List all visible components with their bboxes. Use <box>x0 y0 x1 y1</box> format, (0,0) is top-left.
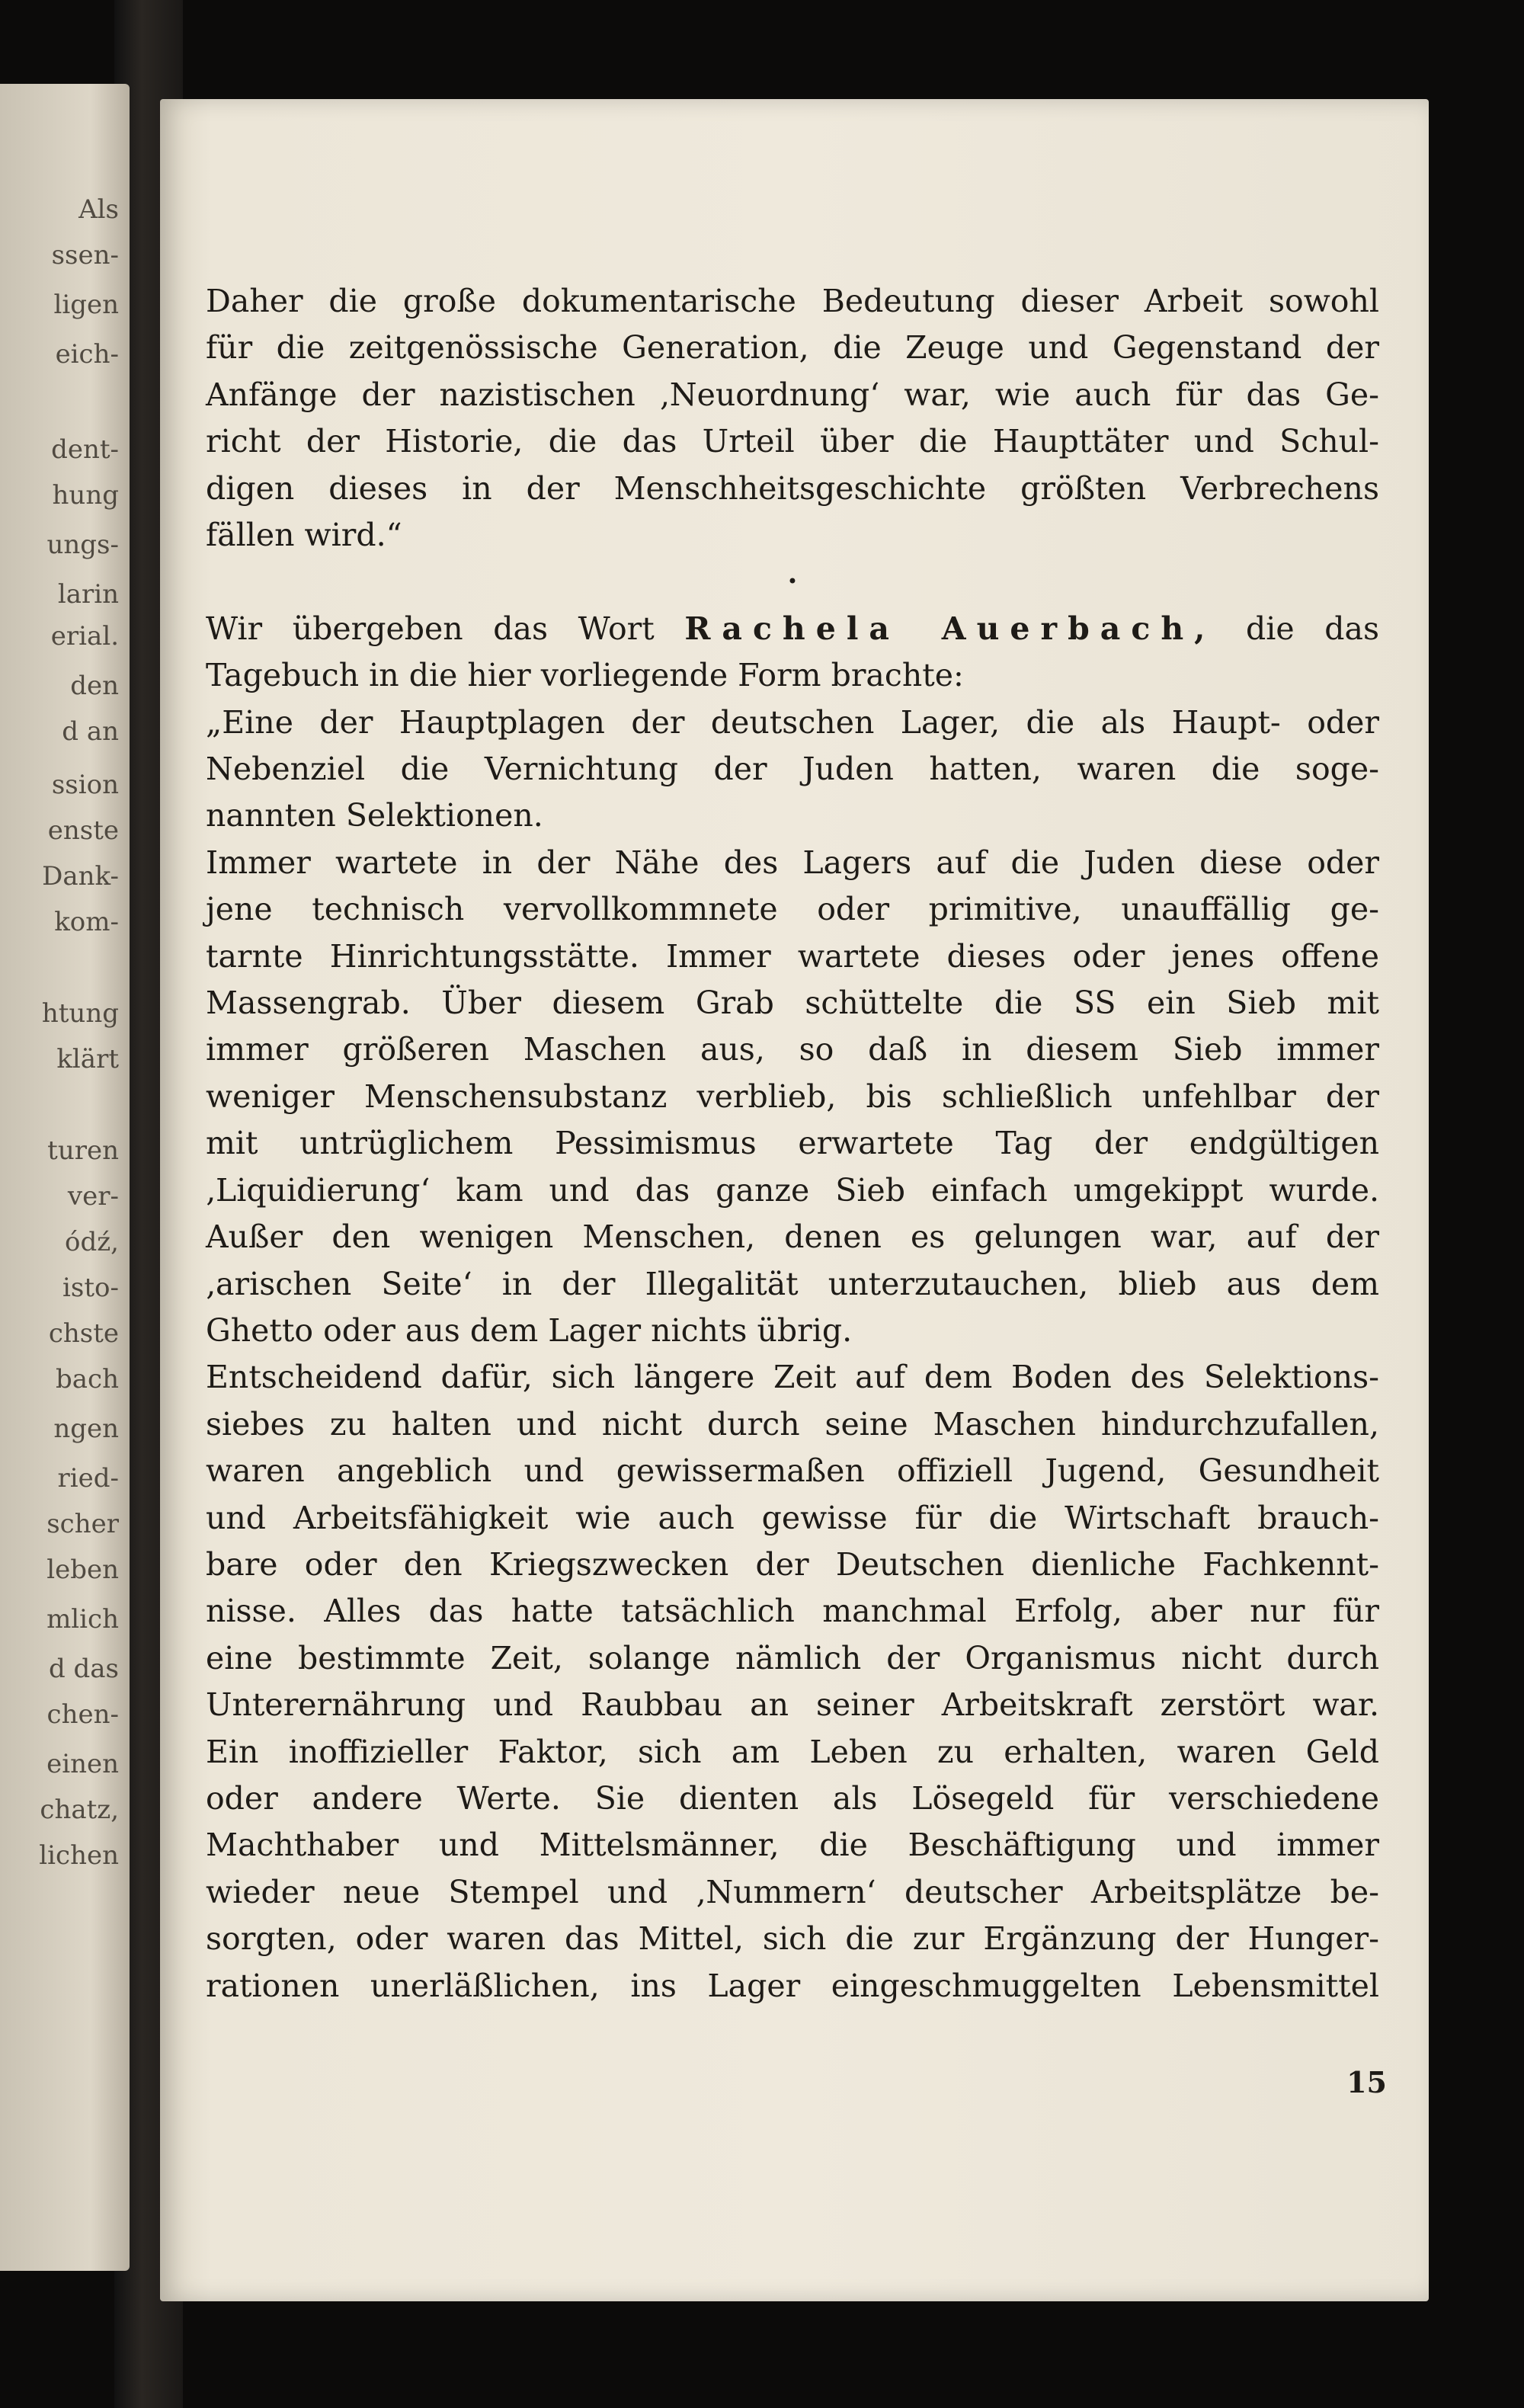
text-line: Machthaber und Mittelsmänner, die Beschäftigung und immer <box>206 1827 1379 1864</box>
text-line: nisse. Alles das hatte tatsächlich manchmal Erfolg, aber nur für <box>206 1593 1379 1630</box>
text-line: jene technisch vervollkommnete oder primitive, unauffällig ge- <box>206 891 1379 928</box>
text-line: ‚Liquidierung‘ kam und das ganze Sieb einfach umgekippt wurde. <box>206 1171 1379 1209</box>
left-page-text-fragment: ungs- <box>46 530 119 560</box>
text-line: immer größeren Maschen aus, so daß in diesem Sieb immer <box>206 1031 1379 1068</box>
page-text <box>206 278 1379 2009</box>
left-page-text-fragment: lichen <box>39 1840 119 1871</box>
text-line: bare oder den Kriegszwecken der Deutschen dienliche Fachkennt- <box>206 1545 1379 1583</box>
intro-paragraph <box>206 606 1379 700</box>
text-line: Immer wartete in der Nähe des Lagers auf die Juden diese oder <box>206 844 1379 881</box>
left-page-text-fragment: bach <box>56 1364 119 1395</box>
left-page-text-fragment: htung <box>41 998 119 1029</box>
left-page-text-fragment: ngen <box>53 1414 119 1444</box>
text-line: Daher die große dokumentarische Bedeutung dieser Arbeit sowohl <box>206 283 1379 319</box>
text-line: tarnte Hinrichtungsstätte. Immer wartete dieses oder jenes offene <box>206 937 1379 975</box>
section-separator: • <box>786 571 799 593</box>
left-page-text-fragment: leben <box>46 1555 119 1585</box>
text-line: fällen wird.“ <box>206 517 402 554</box>
paragraph-2 <box>206 700 1379 840</box>
left-page-text-fragment: scher <box>46 1509 119 1539</box>
text-line: für die zeitgenössische Generation, die Zeuge und Gegenstand der <box>206 329 1379 367</box>
left-page-text-fragment: erial. <box>50 621 119 652</box>
text-line: mit untrüglichem Pessimismus erwartete Tag der endgültigen <box>206 1125 1379 1162</box>
left-page-text-fragment: chatz, <box>40 1795 119 1825</box>
text-line: oder andere Werte. Sie dienten als Lösegeld für verschiedene <box>206 1779 1379 1817</box>
left-page-text-fragment: ssion <box>51 770 119 800</box>
left-page-text-fragment: klärt <box>56 1044 119 1074</box>
text-line: rationen unerläßlichen, ins Lager eingeschmuggelten Lebensmittel <box>206 1967 1379 2004</box>
text-line: Massengrab. Über diesem Grab schüttelte die SS ein Sieb mit <box>206 985 1379 1022</box>
text-line: Unterernährung und Raubbau an seiner Arbeitskraft zerstört war. <box>206 1686 1379 1724</box>
book-page <box>160 99 1429 2301</box>
text-line: waren angeblich und gewissermaßen offiziell Jugend, Gesundheit <box>206 1452 1379 1490</box>
text-line: Nebenziel die Vernichtung der Juden hatten, waren die soge- <box>206 751 1379 788</box>
intro-line-2: Tagebuch in die hier vorliegende Form brachte: <box>206 657 964 694</box>
left-page-text-fragment: ligen <box>53 290 119 320</box>
paragraph-4 <box>206 1354 1379 2009</box>
left-page-text-fragment: ssen- <box>51 240 119 271</box>
text-line: Ghetto oder aus dem Lager nichts übrig. <box>206 1311 853 1349</box>
text-line: Entscheidend dafür, sich längere Zeit auf dem Boden des Selektions- <box>206 1359 1379 1396</box>
left-page-text-fragment: d das <box>48 1654 119 1684</box>
paragraph-1 <box>206 278 1379 559</box>
left-page-text-fragment: turen <box>47 1135 119 1166</box>
text-line: „Eine der Hauptplagen der deutschen Lager, die als Haupt- oder <box>206 703 1379 741</box>
left-page-text-fragment: chste <box>48 1318 119 1349</box>
author-name: Rachela Auerbach, <box>684 610 1216 647</box>
page-number: 15 <box>1346 2065 1387 2099</box>
left-page-text-fragment: dent- <box>51 434 119 465</box>
left-page-text-fragment: d an <box>62 716 119 747</box>
text-line: richt der Historie, die das Urteil über die Haupttäter und Schul- <box>206 423 1379 460</box>
left-page-text-fragment: chen- <box>46 1699 119 1730</box>
paragraph-3 <box>206 840 1379 1354</box>
text-line: Außer den wenigen Menschen, denen es gelungen war, auf der <box>206 1218 1379 1256</box>
left-page-text-fragment: den <box>70 671 119 701</box>
left-page-text-fragment: mlich <box>46 1604 119 1635</box>
text-line: sorgten, oder waren das Mittel, sich die zur Ergänzung der Hunger- <box>206 1920 1379 1958</box>
text-line: digen dieses in der Menschheitsgeschichte größten Verbrechens <box>206 469 1379 507</box>
text-line: nannten Selektionen. <box>206 797 543 834</box>
left-page-text-fragment: Als <box>78 194 119 225</box>
left-page-text-fragment: ódź, <box>65 1227 119 1257</box>
left-page-text-fragment: Dank- <box>42 861 119 892</box>
text-line: eine bestimmte Zeit, solange nämlich der Organismus nicht durch <box>206 1639 1379 1676</box>
left-page-text-fragment: eich- <box>55 339 119 370</box>
left-page-text-fragment: ver- <box>67 1181 119 1212</box>
left-page-edge <box>0 84 130 2271</box>
left-page-text-fragment: larin <box>57 579 119 610</box>
text-line: siebes zu halten und nicht durch seine Maschen hindurchzufallen, <box>206 1405 1379 1443</box>
left-page-text-fragment: enste <box>47 815 119 846</box>
left-page-text-fragment: ried- <box>57 1463 119 1494</box>
text-line: und Arbeitsfähigkeit wie auch gewisse für die Wirtschaft brauch- <box>206 1499 1379 1536</box>
left-page-text-fragment: isto- <box>62 1273 119 1303</box>
left-page-text-fragment: hung <box>52 480 119 511</box>
text-line: Ein inoffizieller Faktor, sich am Leben zu erhalten, waren Geld <box>206 1733 1379 1770</box>
text-line: weniger Menschensubstanz verblieb, bis schließlich unfehlbar der <box>206 1078 1379 1115</box>
text-line: wieder neue Stempel und ‚Nummern‘ deutscher Arbeitsplätze be- <box>206 1873 1379 1910</box>
intro-line: Wir übergeben das Wort Rachela Auerbach, die das <box>206 610 1379 647</box>
left-page-text-fragment: einen <box>46 1749 119 1779</box>
left-page-text-fragment: kom- <box>54 907 119 937</box>
text-line: ‚arischen Seite‘ in der Illegalität unterzutauchen, blieb aus dem <box>206 1265 1379 1302</box>
text-line: Anfänge der nazistischen ‚Neuordnung‘ war, wie auch für das Ge- <box>206 376 1379 413</box>
